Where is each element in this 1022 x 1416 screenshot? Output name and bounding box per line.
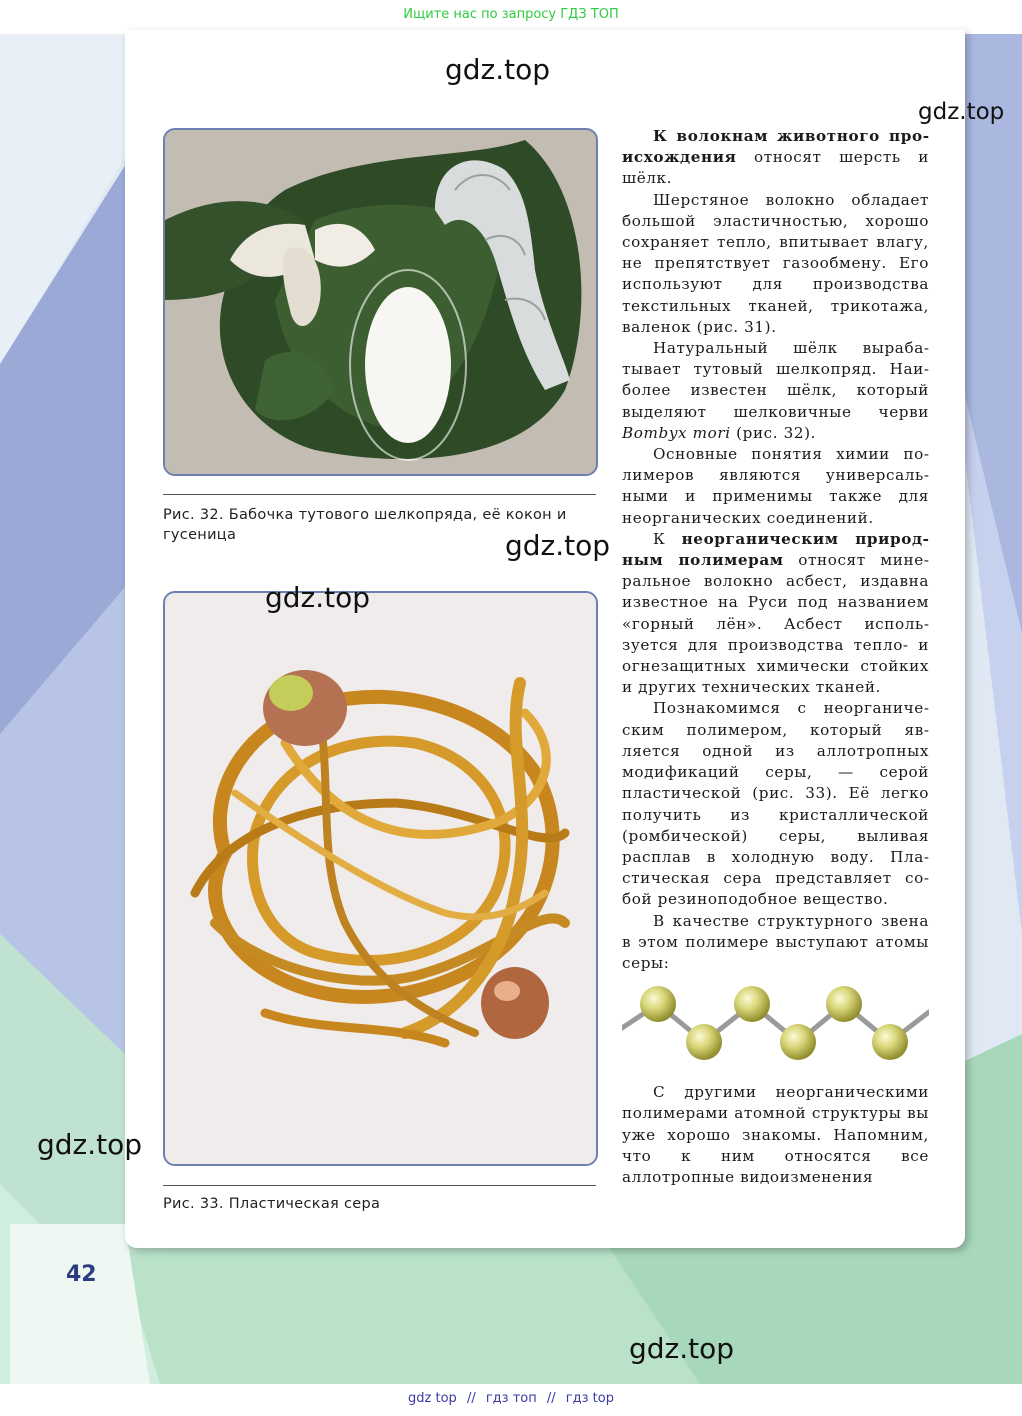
paragraph-4: Основные понятия химии полимеров являются универсальными и применимы также для неорганических соединений. [622,445,929,527]
figure-32-caption: Рис. 32. Бабочка тутового шелкопряда, её кокон и гусеница [163,507,567,543]
paragraph-1 [622,126,929,190]
banner-text[interactable]: Ищите нас по запросу ГДЗ ТОП [403,7,619,22]
figure-33-caption-rule [163,1185,596,1186]
paragraph-5 [622,529,929,699]
paragraph-3-end: (рис. 32). [730,423,817,442]
paragraph-5-rest: относят минеральное волокно асбест, издавна известное на Руси под названием «горный лён». Асбест используется для производства тепло- и огнезащитных химически стойких и других технических тканей. [622,551,929,697]
footer-links [0,1384,1022,1416]
page-number: 42 [66,1262,97,1287]
paragraph-3 [622,338,929,444]
silkworm-illustration [165,130,596,474]
watermark-4: gdz.top [265,581,371,614]
paragraph-3-species: Bombyx mori [622,423,731,442]
watermark-3: gdz.top [505,529,611,562]
figure-33-photo [163,591,598,1166]
paragraph-7: В качестве структурного звена в этом полимере выступают атомы серы: [622,911,929,972]
watermark-1: gdz.top [445,53,551,86]
paragraph-5-term: неорганическим природным полимерам [622,529,929,570]
figure-33-caption: Рис. 33. Пластическая сера [163,1196,381,1212]
paragraph-6: Познакомимся с неорганическим полимером, который является одной из аллотропных модификаций серы, — серой пластической (рис. 33). Её легко получить из кристаллической (ромбической) серы, выливая расплав в холодную воду. Пластическая сера представляет собой резиноподобное вещество. [622,699,929,909]
plastic-sulfur-illustration [165,593,596,1164]
top-banner[interactable] [0,0,1022,34]
watermark-2: gdz.top [918,99,1005,125]
paragraph-3-start: Натуральный шёлк вырабатывает тутовый шелкопряд. Наиболее известен шёлк, который выделяют шелковичные черви [622,339,929,421]
figure-32-caption-rule [163,494,596,495]
footer-link-2[interactable]: гдз топ [485,1391,537,1406]
paragraph-5-start: К [653,529,682,548]
footer-separator-1: // [466,1391,476,1406]
watermark-5: gdz.top [37,1128,143,1161]
sulfur-chain-svg [622,980,929,1072]
main-text-column [622,126,929,1188]
paragraph-1-term: К волокнам животного происхождения [622,127,929,167]
paragraph-8: С другими неорганическими полимерами атомной структуры вы уже хорошо знакомы. Напомним, что к ним относятся все аллотропные видоизменения [622,1083,929,1186]
figure-32-photo [163,128,598,476]
paragraph-2: Шерстяное волокно обладает большой эластичностью, хорошо сохраняет тепло, впитывает влагу, не препятствует газообмену. Его используют для производства текстильных тканей, трикотажа, валенок (рис. 31). [622,190,929,336]
watermark-6: gdz.top [629,1332,735,1365]
footer-link-3[interactable]: гдз top [565,1391,614,1406]
footer-link-1[interactable]: gdz top [408,1391,457,1406]
footer-separator-2: // [546,1391,556,1406]
paragraph-1-rest: относят шерсть и шёлк. [622,148,929,188]
sulfur-chain-diagram [622,980,929,1078]
